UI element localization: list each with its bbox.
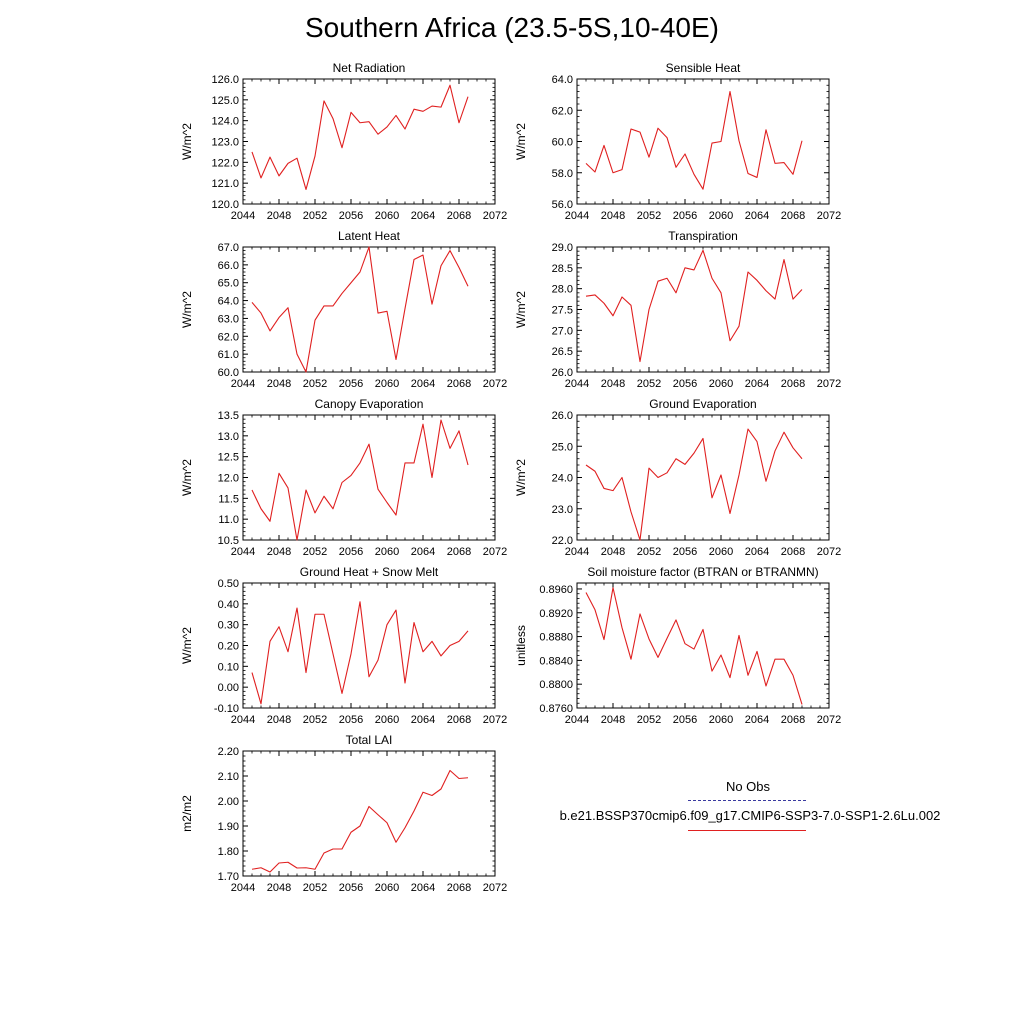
- y-tick-label: 23.0: [551, 503, 573, 516]
- x-tick-label: 2056: [338, 882, 364, 894]
- plot-frame-net-radiation: [243, 79, 495, 204]
- y-tick-label: 60.0: [217, 367, 239, 379]
- y-tick-label: 122.0: [211, 157, 239, 170]
- x-tick-label: 2064: [744, 546, 770, 558]
- plot-frame-latent-heat: [243, 247, 495, 372]
- series-line-sensible-heat: [586, 92, 802, 190]
- x-tick-label: 2052: [302, 882, 328, 894]
- x-tick-label: 2044: [564, 378, 590, 390]
- x-tick-label: 2048: [600, 210, 626, 222]
- x-tick-label: 2052: [636, 714, 662, 726]
- y-tick-label: 24.0: [551, 472, 573, 485]
- y-axis-label-total-lai: m2/m2: [180, 795, 194, 832]
- x-tick-label: 2064: [410, 210, 436, 222]
- y-tick-label: 1.80: [217, 846, 239, 858]
- x-tick-label: 2056: [672, 714, 698, 726]
- y-tick-label: 64.0: [217, 295, 239, 308]
- x-tick-label: 2068: [780, 714, 806, 726]
- y-tick-label: 63.0: [217, 313, 239, 326]
- y-tick-label: 0.20: [217, 640, 239, 653]
- x-tick-label: 2052: [302, 210, 328, 222]
- y-tick-label: 27.0: [551, 325, 573, 338]
- x-tick-label: 2044: [564, 546, 590, 558]
- x-tick-label: 2060: [708, 546, 734, 558]
- x-tick-label: 2060: [374, 714, 400, 726]
- chart-title-net-radiation: Net Radiation: [332, 61, 406, 75]
- y-tick-label: 56.0: [551, 199, 573, 211]
- x-tick-label: 2068: [780, 546, 806, 558]
- x-tick-label: 2056: [338, 546, 364, 558]
- x-tick-label: 2052: [302, 546, 328, 558]
- y-tick-label: 62.0: [551, 105, 573, 118]
- x-tick-label: 2048: [600, 546, 626, 558]
- series-line-soil-moisture-factor-btran-or-btranmn: [586, 588, 802, 705]
- y-tick-label: 28.5: [551, 262, 573, 275]
- panel-total-lai: [180, 733, 507, 894]
- legend-run-label: b.e21.BSSP370cmip6.f09_g17.CMIP6-SSP3-7.0-SSP1-2.6Lu.002: [559, 808, 941, 823]
- x-tick-label: 2048: [266, 714, 292, 726]
- x-tick-label: 2044: [564, 210, 590, 222]
- x-tick-label: 2068: [446, 378, 472, 390]
- x-tick-label: 2068: [446, 210, 472, 222]
- x-tick-label: 2056: [672, 546, 698, 558]
- y-tick-label: 0.8840: [539, 655, 573, 668]
- series-line-ground-evaporation: [586, 429, 802, 540]
- x-tick-label: 2044: [564, 714, 590, 726]
- x-tick-label: 2072: [816, 210, 842, 222]
- y-tick-label: 12.0: [217, 472, 239, 485]
- x-tick-label: 2056: [338, 378, 364, 390]
- chart-title-sensible-heat: Sensible Heat: [665, 61, 741, 75]
- plot-frame-total-lai: [243, 751, 495, 876]
- y-tick-label: 2.20: [217, 746, 239, 758]
- chart-title-total-lai: Total LAI: [345, 733, 393, 747]
- y-tick-label: 0.10: [217, 661, 239, 674]
- x-tick-label: 2044: [230, 714, 256, 726]
- y-tick-label: 2.00: [217, 796, 239, 808]
- x-tick-label: 2048: [600, 714, 626, 726]
- x-tick-label: 2072: [816, 378, 842, 390]
- y-tick-label: 25.0: [551, 441, 573, 454]
- x-tick-label: 2072: [482, 882, 508, 894]
- y-tick-label: 62.0: [217, 331, 239, 344]
- y-axis-label-canopy-evaporation: W/m^2: [180, 459, 194, 496]
- x-tick-label: 2052: [636, 210, 662, 222]
- x-tick-label: 2060: [708, 210, 734, 222]
- chart-title-transpiration: Transpiration: [668, 229, 738, 243]
- x-tick-label: 2064: [410, 882, 436, 894]
- series-line-net-radiation: [252, 85, 468, 189]
- panel-ground-evaporation: [514, 397, 841, 558]
- y-tick-label: 22.0: [551, 535, 573, 547]
- chart-title-ground-heat-snow-melt: Ground Heat + Snow Melt: [299, 565, 439, 579]
- x-tick-label: 2052: [636, 546, 662, 558]
- y-tick-label: 26.0: [551, 367, 573, 379]
- y-tick-label: 11.0: [218, 514, 239, 527]
- series-line-ground-heat-snow-melt: [252, 602, 468, 704]
- x-tick-label: 2060: [708, 714, 734, 726]
- x-tick-label: 2052: [636, 378, 662, 390]
- legend-obs-label: No Obs: [725, 779, 771, 794]
- y-tick-label: 0.40: [217, 598, 239, 611]
- plot-frame-ground-heat-snow-melt: [243, 583, 495, 708]
- x-tick-label: 2048: [266, 882, 292, 894]
- y-tick-label: 0.50: [217, 578, 239, 590]
- y-tick-label: 64.0: [551, 74, 573, 86]
- chart-title-canopy-evaporation: Canopy Evaporation: [314, 397, 424, 411]
- plot-frame-ground-evaporation: [577, 415, 829, 540]
- y-tick-label: 12.5: [217, 451, 239, 464]
- x-tick-label: 2072: [482, 210, 508, 222]
- x-tick-label: 2068: [446, 546, 472, 558]
- panel-net-radiation: [180, 61, 507, 222]
- panel-transpiration: [514, 229, 841, 390]
- x-tick-label: 2056: [672, 210, 698, 222]
- chart-title-latent-heat: Latent Heat: [337, 229, 401, 243]
- x-tick-label: 2060: [374, 882, 400, 894]
- x-tick-label: 2064: [744, 378, 770, 390]
- y-tick-label: 10.5: [217, 535, 239, 547]
- y-tick-label: 123.0: [211, 136, 239, 149]
- x-tick-label: 2056: [672, 378, 698, 390]
- x-tick-label: 2060: [374, 210, 400, 222]
- x-tick-label: 2064: [744, 714, 770, 726]
- y-axis-label-net-radiation: W/m^2: [180, 123, 194, 160]
- x-tick-label: 2064: [410, 378, 436, 390]
- panel-soil-moisture-factor-btran-or-btranmn: [514, 565, 841, 726]
- y-tick-label: 0.8920: [539, 607, 573, 620]
- x-tick-label: 2064: [744, 210, 770, 222]
- x-tick-label: 2064: [410, 546, 436, 558]
- series-line-canopy-evaporation: [252, 420, 468, 540]
- y-tick-label: 61.0: [217, 349, 239, 362]
- y-tick-label: 26.0: [551, 410, 573, 422]
- series-line-total-lai: [252, 771, 468, 873]
- x-tick-label: 2044: [230, 546, 256, 558]
- series-line-transpiration: [586, 250, 802, 361]
- series-line-latent-heat: [252, 247, 468, 372]
- y-tick-label: 1.90: [217, 821, 239, 833]
- y-tick-label: 28.0: [551, 283, 573, 296]
- y-tick-label: 0.8960: [539, 583, 573, 596]
- x-tick-label: 2068: [780, 210, 806, 222]
- x-tick-label: 2068: [780, 378, 806, 390]
- x-tick-label: 2060: [374, 378, 400, 390]
- y-tick-label: 11.5: [218, 493, 239, 506]
- y-tick-label: 13.5: [217, 410, 239, 422]
- chart-title-ground-evaporation: Ground Evaporation: [649, 397, 757, 411]
- x-tick-label: 2072: [482, 378, 508, 390]
- x-tick-label: 2064: [410, 714, 436, 726]
- y-axis-label-sensible-heat: W/m^2: [514, 123, 528, 160]
- x-tick-label: 2052: [302, 378, 328, 390]
- y-tick-label: -0.10: [213, 703, 239, 715]
- y-tick-label: 66.0: [217, 259, 239, 272]
- x-tick-label: 2056: [338, 714, 364, 726]
- y-axis-label-transpiration: W/m^2: [514, 291, 528, 328]
- y-axis-label-soil-moisture-factor-btran-or-btranmn: unitless: [514, 625, 528, 666]
- y-tick-label: 0.8760: [539, 703, 573, 715]
- y-tick-label: 0.00: [217, 682, 239, 695]
- y-tick-label: 0.8880: [539, 631, 573, 644]
- y-tick-label: 124.0: [211, 115, 239, 128]
- y-tick-label: 121.0: [211, 178, 239, 191]
- y-tick-label: 27.5: [551, 304, 573, 317]
- y-tick-label: 26.5: [551, 346, 573, 359]
- y-tick-label: 65.0: [217, 277, 239, 290]
- panel-latent-heat: [180, 229, 507, 390]
- x-tick-label: 2068: [446, 714, 472, 726]
- x-tick-label: 2052: [302, 714, 328, 726]
- y-axis-label-latent-heat: W/m^2: [180, 291, 194, 328]
- plot-frame-sensible-heat: [577, 79, 829, 204]
- plot-frame-transpiration: [577, 247, 829, 372]
- x-tick-label: 2044: [230, 210, 256, 222]
- x-tick-label: 2068: [446, 882, 472, 894]
- x-tick-label: 2072: [482, 546, 508, 558]
- x-tick-label: 2072: [816, 546, 842, 558]
- x-tick-label: 2060: [374, 546, 400, 558]
- panel-canopy-evaporation: [180, 397, 507, 558]
- y-tick-label: 58.0: [551, 167, 573, 180]
- y-tick-label: 126.0: [211, 74, 239, 86]
- y-axis-label-ground-heat-snow-melt: W/m^2: [180, 627, 194, 664]
- y-tick-label: 120.0: [211, 199, 239, 211]
- chart-title-soil-moisture-factor-btran-or-btranmn: Soil moisture factor (BTRAN or BTRANMN): [587, 565, 819, 579]
- x-tick-label: 2044: [230, 882, 256, 894]
- y-tick-label: 0.30: [217, 619, 239, 632]
- x-tick-label: 2048: [266, 378, 292, 390]
- y-tick-label: 13.0: [217, 430, 239, 443]
- x-tick-label: 2048: [266, 210, 292, 222]
- plot-frame-soil-moisture-factor-btran-or-btranmn: [577, 583, 829, 708]
- y-tick-label: 0.8800: [539, 679, 573, 692]
- x-tick-label: 2060: [708, 378, 734, 390]
- y-tick-label: 60.0: [551, 136, 573, 149]
- x-tick-label: 2048: [600, 378, 626, 390]
- panel-ground-heat-snow-melt: [180, 565, 507, 726]
- y-tick-label: 2.10: [217, 771, 239, 783]
- y-tick-label: 125.0: [211, 94, 239, 107]
- x-tick-label: 2056: [338, 210, 364, 222]
- x-tick-label: 2044: [230, 378, 256, 390]
- x-tick-label: 2072: [482, 714, 508, 726]
- y-tick-label: 1.70: [217, 871, 239, 883]
- y-tick-label: 29.0: [551, 242, 573, 254]
- panel-sensible-heat: [514, 61, 841, 222]
- x-tick-label: 2048: [266, 546, 292, 558]
- x-tick-label: 2072: [816, 714, 842, 726]
- y-tick-label: 67.0: [217, 242, 239, 254]
- page-title: Southern Africa (23.5-5S,10-40E): [304, 12, 719, 43]
- y-axis-label-ground-evaporation: W/m^2: [514, 459, 528, 496]
